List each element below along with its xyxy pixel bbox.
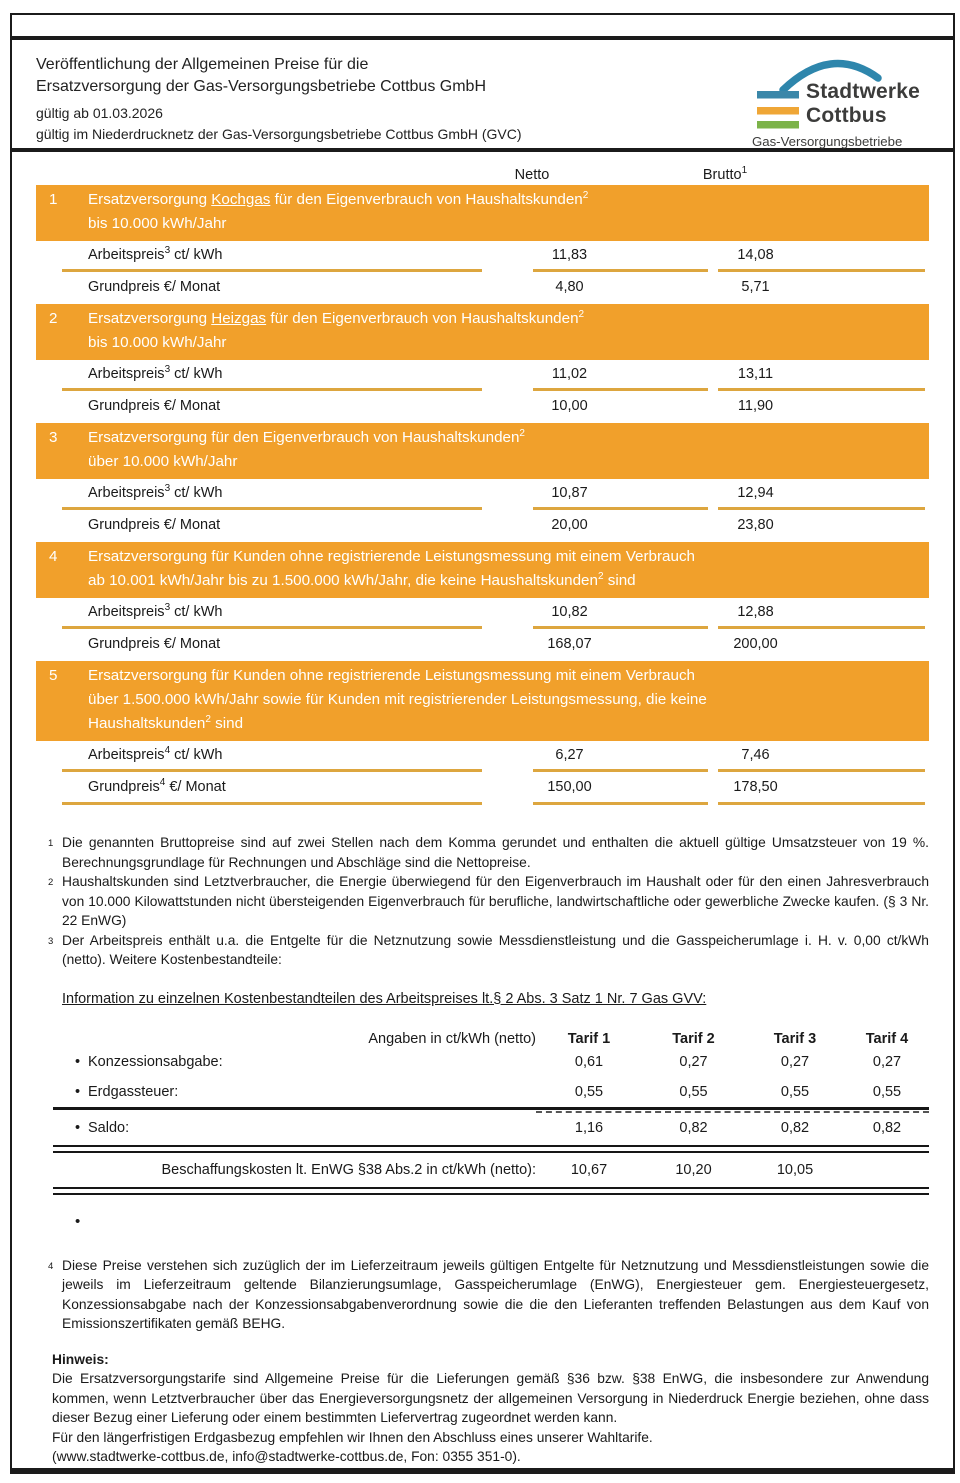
- superscript: 2: [519, 427, 525, 439]
- text-segment: Arbeitspreis: [88, 366, 165, 382]
- cost-info-caption: Information zu einzelnen Kostenbestandteilen des Arbeitspreises lt.§ 2 Abs. 3 Satz 1 Nr. 7 Gas GVV:: [62, 990, 707, 1007]
- text-segment: Grundpreis: [88, 779, 160, 795]
- price-row: [36, 360, 929, 388]
- footnote-4-text: Diese Preise verstehen sich zuzüglich der im Lieferzeitraum jeweils gültigen Entgelte für Netznutzung und Messdienstleistungen sowie die jeweils im Lieferzeitraum geltende Bilanzierungsumlage, Gasspeicherumlage (EnWG), Energiesteuer gem. Energiesteuergesetz, Konzessionsabgabe nach der Konzessionsabgabenverordnung sowie die die den Lieferanten treffenden Belastungen aus dem Kauf von Emissionszertifikaten gemäß BEHG.: [62, 1257, 929, 1331]
- hinweis-paragraph-2: Für den längerfristigen Erdgasbezug empfehlen wir Ihnen den Abschluss eines unserer Wahltarife.: [52, 1429, 653, 1445]
- rule-segment-netto: [533, 626, 708, 629]
- hinweis-label: Hinweis:: [52, 1351, 109, 1367]
- section-number: 1: [49, 191, 58, 208]
- page-title-line2: Ersatzversorgung der Gas-Versorgungsbetriebe Cottbus GmbH: [36, 78, 486, 95]
- cost-row-label: • Erdgassteuer:: [36, 1084, 536, 1100]
- logo-bar-orange-icon: [757, 107, 799, 115]
- superscript: 2: [205, 713, 211, 725]
- superscript: 4: [159, 777, 166, 789]
- logo-bar-blue-icon: [757, 91, 799, 99]
- text-segment: Ersatzversorgung für Kunden ohne registrierende Leistungsmessung mit einem Verbrauch: [88, 548, 695, 565]
- rule-segment-brutto: [718, 769, 925, 772]
- tariff-3-header: Tarif 3: [773, 1030, 817, 1047]
- text-segment: Ersatzversorgung für den Eigenverbrauch von Haushaltskunden: [88, 429, 520, 446]
- price-row: [36, 741, 929, 769]
- price-row-label: [36, 636, 497, 652]
- cost-row-value-t2: 0,82: [679, 1119, 708, 1136]
- text-segment: Ersatzversorgung: [88, 191, 212, 208]
- netto-value: 10,82: [551, 604, 588, 620]
- brutto-value: 11,90: [737, 398, 774, 414]
- rule-segment-label: [62, 269, 482, 272]
- price-row: [36, 241, 929, 269]
- hinweis-contact-line: (www.stadtwerke-cottbus.de, info@stadtwerke-cottbus.de, Fon: 0355 351-0).: [52, 1449, 521, 1465]
- logo-brand-line2: Cottbus: [806, 104, 887, 127]
- brutto-label: Brutto: [702, 167, 742, 183]
- cost-row-erdgassteuer: [36, 1077, 929, 1107]
- text-segment: Grundpreis €/ Monat: [88, 517, 221, 533]
- tariff-4-header: Tarif 4: [865, 1030, 909, 1047]
- rule-segment-netto: [533, 507, 708, 510]
- superscript: 2: [597, 570, 604, 582]
- section-title: [88, 664, 929, 736]
- price-row-label: [36, 398, 497, 414]
- cost-row-value-t2: 0,55: [679, 1083, 708, 1100]
- text-segment: ct/ kWh: [170, 485, 223, 501]
- price-row: [36, 772, 929, 802]
- stadtwerke-cottbus-logo: [751, 52, 935, 152]
- price-row: [36, 272, 929, 302]
- section-number: 5: [49, 667, 58, 684]
- footnote-marker: 2: [48, 877, 54, 888]
- rule-segment-label: [62, 769, 482, 772]
- text-segment: ct/ kWh: [170, 366, 223, 382]
- logo-brand-line1: Stadtwerke: [806, 80, 921, 103]
- section-3-header-bar: [36, 423, 929, 479]
- netto-value: 20,00: [551, 517, 588, 533]
- hinweis-block: [52, 1350, 929, 1468]
- text-segment: sind: [210, 715, 244, 732]
- price-row-label: [36, 485, 497, 501]
- rule-segment-netto: [533, 769, 708, 772]
- cost-row-value-t1: 1,16: [574, 1119, 604, 1136]
- saldo-bottom-double-rule: [53, 1145, 929, 1153]
- footnote-2: [36, 872, 929, 931]
- section-title: [88, 188, 929, 236]
- text-segment: Ersatzversorgung für Kunden ohne registrierende Leistungsmessung mit einem Verbrauch: [88, 667, 695, 684]
- rule-segment-brutto: [718, 507, 925, 510]
- price-sections: [36, 185, 929, 805]
- netto-value: 11,83: [551, 247, 588, 263]
- rule-segment-label: [62, 802, 482, 805]
- cost-table-rows: [36, 1047, 929, 1153]
- netto-value: 6,27: [555, 747, 584, 763]
- cost-row-value-t3: 0,27: [780, 1053, 810, 1070]
- cost-row-value-t2: 0,27: [679, 1053, 708, 1070]
- text-segment: Heizgas: [211, 310, 267, 327]
- rule-segment-netto: [533, 802, 708, 805]
- netto-value: 168,07: [547, 636, 592, 652]
- cost-row-label: • Konzessionsabgabe:: [36, 1054, 536, 1070]
- cost-row-value-t4: 0,55: [872, 1083, 902, 1100]
- footnote-3: [36, 931, 929, 970]
- stray-bullet: •: [75, 1212, 81, 1230]
- price-row-label: [36, 747, 497, 763]
- superscript: 3: [164, 364, 171, 376]
- netto-value: 10,00: [551, 398, 588, 414]
- brutto-column-header: [682, 167, 929, 183]
- price-row-label: [36, 247, 497, 263]
- text-segment: über 10.000 kWh/Jahr: [88, 453, 238, 470]
- brutto-value: 23,80: [737, 517, 774, 533]
- price-row: [36, 479, 929, 507]
- section-5-header-bar: [36, 661, 929, 741]
- procurement-value-t1: 10,67: [570, 1161, 608, 1178]
- text-segment: ct/ kWh: [170, 604, 223, 620]
- procurement-bottom-double-rule: [53, 1187, 929, 1195]
- brutto-value: 5,71: [741, 279, 770, 295]
- brutto-value: 200,00: [733, 636, 778, 652]
- tariff-2-header: Tarif 2: [672, 1030, 715, 1047]
- text-segment: sind: [603, 572, 636, 589]
- footnote-4: [36, 1256, 929, 1334]
- text-segment: ct/ kWh: [170, 247, 223, 263]
- validity-network: gültig im Niederdrucknetz der Gas-Versorgungsbetriebe Cottbus GmbH (GVC): [36, 126, 522, 142]
- cost-row-label: • Saldo:: [36, 1120, 536, 1136]
- rule-segment-label: [62, 388, 482, 391]
- superscript: 2: [582, 189, 589, 201]
- footnotes-block: [36, 833, 929, 970]
- cost-row-value-t3: 0,82: [780, 1119, 810, 1136]
- text-segment: für den Eigenverbrauch von Haushaltskunden: [270, 191, 583, 208]
- cost-row-value-t4: 0,27: [872, 1053, 902, 1070]
- text-segment: Arbeitspreis: [88, 604, 165, 620]
- rule-segment-netto: [533, 269, 708, 272]
- text-segment: Kochgas: [211, 191, 271, 208]
- footnote-text: Der Arbeitspreis enthält u.a. die Entgelte für die Netznutzung sowie Messdienstleistung und die Gasspeicherumlage i. H. v. 0,00 ct/kWh (netto). Weitere Kostenbestandteile:: [62, 932, 929, 967]
- procurement-value-t2: 10,20: [675, 1161, 712, 1178]
- tariff-1-header: Tarif 1: [567, 1030, 611, 1047]
- superscript: 4: [164, 745, 171, 757]
- netto-value: 4,80: [555, 279, 584, 295]
- footnote-4-marker: 4: [48, 1260, 54, 1272]
- cost-unit-label: Angaben in ct/kWh (netto): [368, 1030, 536, 1047]
- price-row: [36, 510, 929, 540]
- top-margin-band: [12, 15, 953, 36]
- netto-value: 150,00: [547, 779, 592, 795]
- price-row-label: [36, 366, 497, 382]
- price-column-headers: [36, 159, 929, 183]
- orange-rule-row: [36, 802, 929, 805]
- text-segment: bis 10.000 kWh/Jahr: [88, 215, 227, 232]
- brutto-value: 178,50: [733, 779, 778, 795]
- text-segment: Haushaltskunden: [88, 715, 206, 732]
- brutto-superscript: 1: [741, 165, 748, 177]
- text-segment: Ersatzversorgung: [88, 310, 212, 327]
- cost-table-header-row: [36, 1023, 929, 1047]
- logo-subtitle: Gas-Versorgungsbetriebe: [752, 134, 903, 149]
- section-4-header-bar: [36, 542, 929, 598]
- rule-segment-label: [62, 507, 482, 510]
- section-2-header-bar: [36, 304, 929, 360]
- text-segment: €/ Monat: [165, 779, 226, 795]
- brutto-value: 12,88: [737, 604, 774, 620]
- procurement-value-t3: 10,05: [776, 1161, 814, 1178]
- superscript: 3: [164, 245, 171, 257]
- rule-segment-label: [62, 626, 482, 629]
- brutto-value: 7,46: [741, 747, 770, 763]
- section-title: [88, 545, 929, 593]
- text-segment: bis 10.000 kWh/Jahr: [88, 334, 227, 351]
- cost-info-table: [36, 1023, 929, 1195]
- superscript: 3: [164, 602, 171, 614]
- rule-segment-brutto: [718, 802, 925, 805]
- price-row: [36, 391, 929, 421]
- footnote-text: Die genannten Bruttopreise sind auf zwei Stellen nach dem Komma gerundet und enthalten die aktuell gültige Umsatzsteuer von 19 %. Berechnungsgrundlage für Rechnungen und Abschläge sind die Nettopreise.: [62, 835, 929, 870]
- procurement-cost-row: [36, 1155, 929, 1185]
- page-frame: [10, 13, 955, 1474]
- text-segment: Grundpreis €/ Monat: [88, 279, 221, 295]
- cost-row-value-t3: 0,55: [780, 1083, 810, 1100]
- footnote-marker: 3: [48, 935, 54, 947]
- rule-segment-brutto: [718, 626, 925, 629]
- rule-segment-netto: [533, 388, 708, 391]
- section-number: 4: [49, 548, 58, 565]
- section-title: [88, 307, 929, 355]
- section-number: 3: [49, 429, 58, 446]
- document-header: [12, 40, 953, 148]
- rule-segment-brutto: [718, 388, 925, 391]
- hinweis-paragraph-1: Die Ersatzversorgungstarife sind Allgemeine Preise für die Lieferungen gemäß §36 bzw. §38 EnWG, die insbesondere zur Anwendung kommen, wenn Letztverbraucher über das Energieversorgungsnetz der allgemeinen Versorgung in Niederdruck Energie beziehen, ohne dass dieser Bezug einer Lieferung oder einem bestimmten Liefervertrag zugeordnet werden kann.: [52, 1371, 929, 1426]
- validity-date: gültig ab 01.03.2026: [36, 105, 163, 121]
- section-number: 2: [49, 310, 58, 327]
- cost-row-saldo: [36, 1113, 929, 1143]
- text-segment: Arbeitspreis: [88, 247, 165, 263]
- title-block: [36, 50, 751, 148]
- text-segment: Arbeitspreis: [88, 747, 165, 763]
- netto-column-header: Netto: [514, 167, 550, 183]
- superscript: 2: [578, 308, 585, 320]
- brutto-value: 12,94: [737, 485, 774, 501]
- price-row-label: [36, 779, 497, 795]
- brutto-value: 13,11: [737, 366, 774, 382]
- cost-row-value-t1: 0,61: [574, 1053, 604, 1070]
- cost-row-value-t1: 0,55: [574, 1083, 604, 1100]
- price-row: [36, 598, 929, 626]
- text-segment: für den Eigenverbrauch von Haushaltskunden: [266, 310, 579, 327]
- text-segment: Grundpreis €/ Monat: [88, 398, 221, 414]
- text-segment: Arbeitspreis: [88, 485, 165, 501]
- footnote-marker: 1: [48, 838, 54, 849]
- footnote-1: [36, 833, 929, 872]
- price-row-label: [36, 279, 497, 295]
- procurement-label: Beschaffungskosten lt. EnWG §38 Abs.2 in ct/kWh (netto):: [161, 1161, 536, 1178]
- netto-value: 11,02: [551, 366, 588, 382]
- text-segment: über 1.500.000 kWh/Jahr sowie für Kunden mit registrierender Leistungsmessung, die keine: [88, 691, 707, 708]
- logo-bar-green-icon: [757, 121, 799, 129]
- logo-brand-text: [806, 80, 920, 128]
- section-title: [88, 426, 929, 474]
- text-segment: ct/ kWh: [170, 747, 223, 763]
- price-row-label: [36, 517, 497, 533]
- erdgassteuer-bottom-rule: [53, 1107, 929, 1110]
- footnote-text: Haushaltskunden sind Letztverbraucher, die Energie überwiegend für den Eigenverbrauch im Haushalt oder für den einen Jahresverbrauch von 10.000 Kilowattstunden nicht übersteigenden Eigenverbrauch für berufliche, landwirtschaftliche oder gewerbliche Zwecke kaufen. (§ 3 Nr. 22 EnWG): [62, 874, 929, 928]
- page-title-line1: Veröffentlichung der Allgemeinen Preise für die: [36, 56, 369, 73]
- text-segment: Grundpreis €/ Monat: [88, 636, 221, 652]
- price-row: [36, 629, 929, 659]
- brutto-value: 14,08: [737, 247, 774, 263]
- price-row-label: [36, 604, 497, 620]
- rule-segment-brutto: [718, 269, 925, 272]
- superscript: 3: [164, 483, 171, 495]
- netto-value: 10,87: [551, 485, 588, 501]
- document-body: [12, 159, 953, 1467]
- cost-row-konzessionsabgabe: [36, 1047, 929, 1077]
- cost-row-value-t4: 0,82: [872, 1119, 902, 1136]
- text-segment: ab 10.001 kWh/Jahr bis zu 1.500.000 kWh/Jahr, die keine Haushaltskunden: [88, 572, 598, 589]
- section-1-header-bar: [36, 185, 929, 241]
